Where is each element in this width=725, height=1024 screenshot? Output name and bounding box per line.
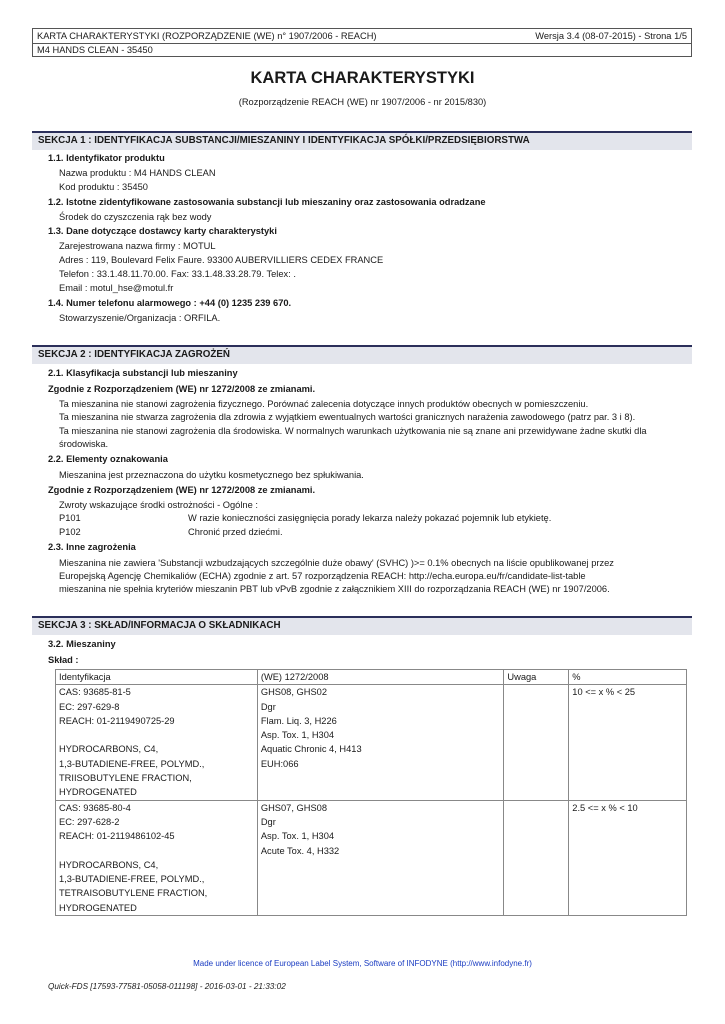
row1-identification [56,685,258,800]
company-email: Email : motul_hse@motul.fr [59,283,174,293]
s23-line-2: Europejską Agencję Chemikaliów (ECHA) zgodnie z art. 57 rozporządzenia REACH: http://echa.europa.eu/fr/candidate-list-table [59,571,586,581]
s23-line-1: Mieszanina nie zawiera 'Substancji wzbudzających szczególnie duże obawy' (SVHC) )>= 0.1% obecnych na liście opublikowanej przez [59,558,614,568]
row1-ident-line: REACH: 01-2119490725-29 [59,715,175,726]
header-clp: (WE) 1272/2008 [257,670,504,685]
row2-ident-line: REACH: 01-2119486102-45 [59,831,175,842]
company-address: Adres : 119, Boulevard Felix Faure. 93300 AUBERVILLIERS CEDEX FRANCE [59,255,384,265]
s21-environment-hazard: Ta mieszanina nie stanowi zagrożenia dla środowiska. W normalnych warunkach użytkowania nie są znane ani przewidywane żadne skutki dla [59,426,647,436]
composition-table [55,669,687,916]
emergency-phone: 1.4. Numer telefonu alarmowego : +44 (0) 1235 239 670. [48,298,292,308]
row2-clp-line: Dgr [260,816,276,827]
section-3-heading: SEKCJA 3 : SKŁAD/INFORMACJA O SKŁADNIKACH [32,616,692,635]
row1-clp-line: Dgr [260,701,276,712]
header-note: Uwaga [504,670,569,685]
row2-identification [56,800,258,915]
header-doc-title: KARTA CHARAKTERYSTYKI (ROZPORZĄDZENIE (WE) n° 1907/2006 - REACH) [37,31,377,41]
row1-clp-line: GHS08, GHS02 [260,687,327,698]
row2-ident-line: TETRAISOBUTYLENE FRACTION, [59,888,208,899]
s21-regulation: Zgodnie z Rozporządzeniem (WE) nr 1272/2008 ze zmianami. [48,384,316,394]
document-header [32,28,692,57]
row1-clp-line: Asp. Tox. 1, H304 [260,730,335,741]
s22-text: Mieszanina jest przeznaczona do użytku kosmetycznego bez spłukiwania. [59,470,364,480]
s11-title: 1.1. Identyfikator produktu [48,153,165,163]
row1-ident-line: CAS: 93685-81-5 [59,687,131,698]
row1-clp-line: Aquatic Chronic 4, H413 [260,744,362,755]
header-product: M4 HANDS CLEAN - 35450 [37,45,153,55]
p101-code: P101 [59,513,81,523]
table-header-row [56,670,687,685]
licence-footer: Made under licence of European Label System, Software of INFODYNE (http://www.infodyne.fr) [193,959,532,968]
s23-line-3: mieszanina nie spełnia kryteriów mieszanin PBT lub vPvB zgodnie z załącznikiem XIII do rozporządzania REACH (WE) nr 1907/2006. [59,584,610,594]
s22-title: 2.2. Elementy oznakowania [48,454,168,464]
header-identification: Identyfikacja [56,670,258,685]
row2-ident-line: 1,3-BUTADIENE-FREE, POLYMD., [59,874,205,885]
row1-note [504,685,569,800]
document-id-footer: Quick-FDS [17593-77581-05058-011198] - 2016-03-01 - 21:33:02 [48,982,286,991]
header-percent: % [569,670,687,685]
row1-ident-line: HYDROCARBONS, C4, [59,744,159,755]
table-row [56,685,687,800]
company-phone: Telefon : 33.1.48.11.70.00. Fax: 33.1.48.33.28.79. Telex: . [59,269,296,279]
row1-ident-line: HYDROGENATED [59,787,137,798]
row2-ident-line: HYDROGENATED [59,902,137,913]
row1-clp-line: Flam. Liq. 3, H226 [260,715,337,726]
row1-ident-line: 1,3-BUTADIENE-FREE, POLYMD., [59,758,205,769]
s21-health-hazard: Ta mieszanina nie stwarza zagrożenia dla zdrowia z wyjątkiem ewentualnych wartości granicznych narażenia zawodowego (patrz par. 3 i 8). [59,412,636,422]
row2-note [504,800,569,915]
row1-ident-line [59,728,254,742]
company-name: Zarejestrowana nazwa firmy : MOTUL [59,241,216,251]
header-version: Wersja 3.4 (08-07-2015) - Strona 1/5 [535,31,687,41]
row2-percent: 2.5 <= x % < 10 [569,800,687,915]
composition-label: Skład : [48,655,79,665]
row2-clp-line: Acute Tox. 4, H332 [260,845,340,856]
page-subtitle: (Rozporządzenie REACH (WE) nr 1907/2006 - nr 2015/830) [238,97,487,107]
row1-clp [257,685,504,800]
row2-clp [257,800,504,915]
section-2-heading: SEKCJA 2 : IDENTYFIKACJA ZAGROŻEŃ [32,345,692,364]
row2-ident-line: HYDROCARBONS, C4, [59,859,159,870]
row2-ident-line [59,844,254,858]
s12-title: 1.2. Istotne zidentyfikowane zastosowania substancji lub mieszaniny oraz zastosowania odradzane [48,197,486,207]
product-code: Kod produktu : 35450 [59,182,148,192]
s21-physical-hazard: Ta mieszanina nie stanowi zagrożenia fizycznego. Porównać zalecenia dotyczące innych produktów obecnych w pomieszczeniu. [59,399,589,409]
table-row [56,800,687,915]
product-name: Nazwa produktu : M4 HANDS CLEAN [59,168,216,178]
p102-text: Chronić przed dziećmi. [188,527,283,537]
row2-clp-line: Asp. Tox. 1, H304 [260,831,335,842]
row1-clp-line: EUH:066 [260,758,299,769]
emergency-organization: Stowarzyszenie/Organizacja : ORFILA. [59,313,221,323]
row1-ident-line: TRIISOBUTYLENE FRACTION, [59,773,192,784]
s32-title: 3.2. Mieszaniny [48,639,116,649]
row1-ident-line: EC: 297-629-8 [59,701,120,712]
row1-percent: 10 <= x % < 25 [569,685,687,800]
section-1-heading: SEKCJA 1 : IDENTYFIKACJA SUBSTANCJI/MIESZANINY I IDENTYFIKACJA SPÓŁKI/PRZEDSIĘBIORSTWA [32,131,692,150]
precautionary-statements-label: Zwroty wskazujące środki ostrożności - Ogólne : [59,500,258,510]
row2-ident-line: EC: 297-628-2 [59,816,120,827]
s22-regulation: Zgodnie z Rozporządzeniem (WE) nr 1272/2008 ze zmianami. [48,485,316,495]
page-title: KARTA CHARAKTERYSTYKI [250,69,475,87]
s13-title: 1.3. Dane dotyczące dostawcy karty charakterystyki [48,226,277,236]
row2-ident-line: CAS: 93685-80-4 [59,802,131,813]
s23-title: 2.3. Inne zagrożenia [48,542,136,552]
p102-code: P102 [59,527,81,537]
p101-text: W razie konieczności zasięgnięcia porady lekarza należy pokazać pojemnik lub etykietę. [188,513,552,523]
product-use: Środek do czyszczenia rąk bez wody [59,212,212,222]
row2-clp-line: GHS07, GHS08 [260,802,327,813]
s21-environment-hazard-cont: środowiska. [59,439,109,449]
s21-title: 2.1. Klasyfikacja substancji lub mieszaniny [48,368,238,378]
